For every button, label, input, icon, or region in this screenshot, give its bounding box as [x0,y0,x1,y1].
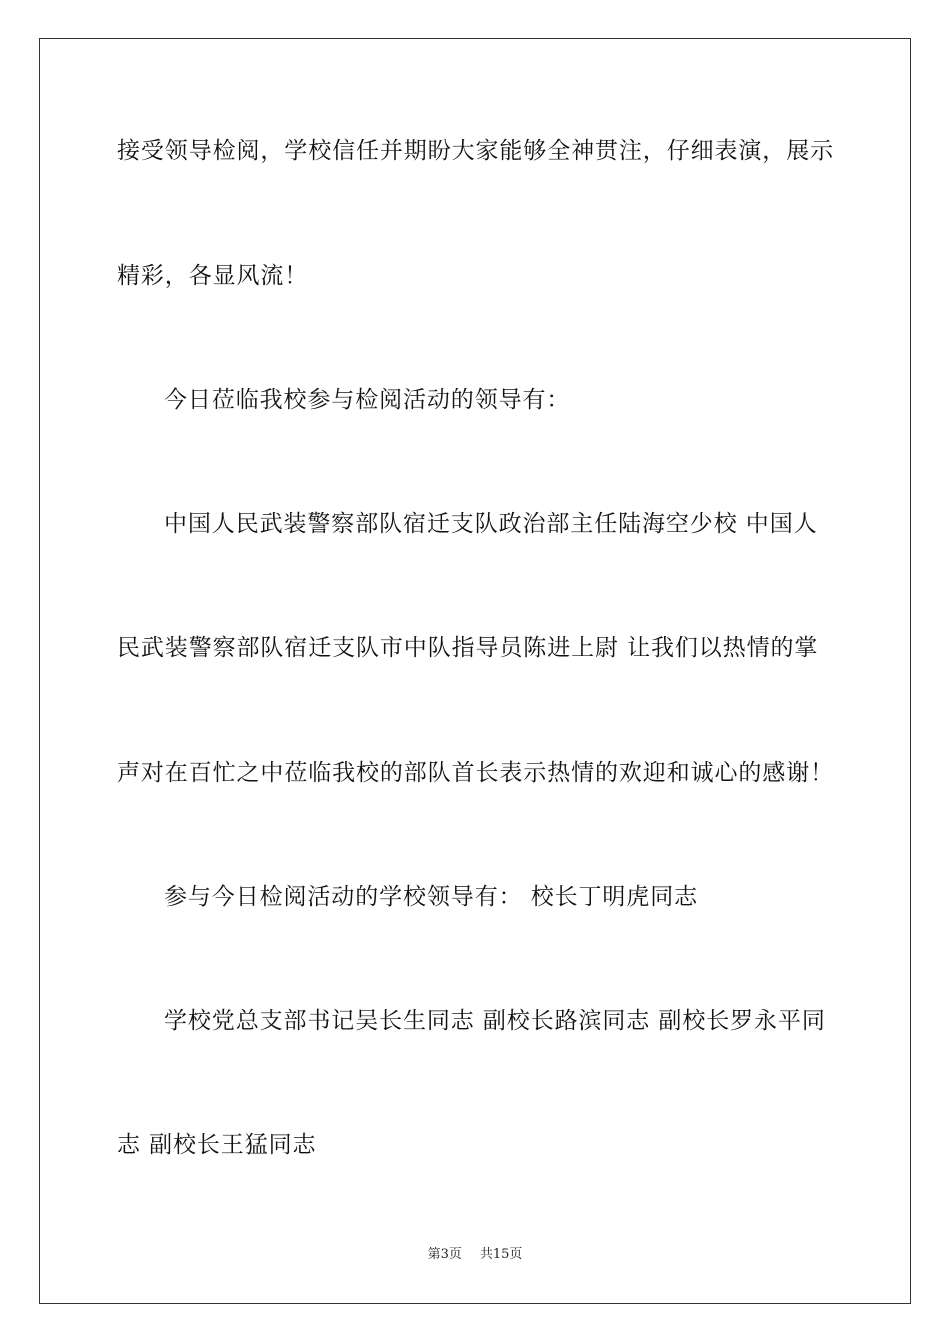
page-footer [0,1246,950,1264]
body-line-5: 民武装警察部队宿迁支队市中队指导员陈进上尉 让我们以热情的掌 [117,635,819,661]
body-line-7: 参与今日检阅活动的学校领导有： 校长丁明虎同志 [164,884,699,910]
page-total: 共15页 [479,1247,523,1262]
body-line-1: 接受领导检阅，学校信任并期盼大家能够全神贯注，仔细表演，展示 [117,138,834,164]
body-line-6: 声对在百忙之中莅临我校的部队首长表示热情的欢迎和诚心的感谢！ [117,760,834,786]
body-line-4: 中国人民武装警察部队宿迁支队政治部主任陆海空少校 中国人 [164,511,818,537]
page-number: 第3页 [427,1247,462,1262]
body-line-8: 学校党总支部书记吴长生同志 副校长路滨同志 副校长罗永平同 [164,1008,826,1034]
body-line-3: 今日莅临我校参与检阅活动的领导有： [164,387,571,413]
page-border [39,38,911,1304]
body-line-9: 志 副校长王猛同志 [117,1132,317,1158]
body-line-2: 精彩，各显风流！ [117,263,309,289]
